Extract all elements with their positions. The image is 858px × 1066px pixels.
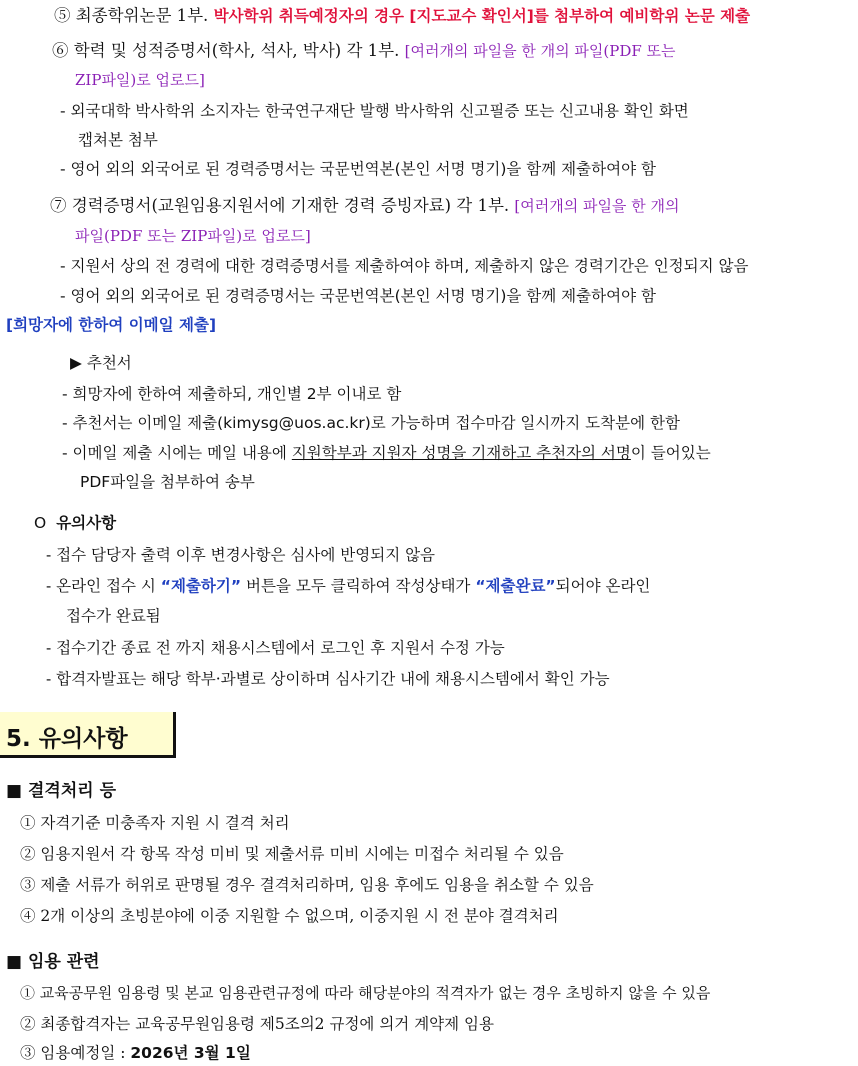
item-5-note: 박사학위 취득예정자의 경우 [지도교수 확인서]를 첨부하여 예비학위 논문 제출 xyxy=(213,7,751,25)
email-detail-3-post: 이 들어있는 xyxy=(630,444,711,462)
item-6-note: [여러개의 파일을 한 개의 파일(PDF 또는 xyxy=(404,42,676,60)
appointment-date-label: ③ 임용예정일 : xyxy=(20,1044,131,1062)
note-3: - 접수기간 종료 전 까지 채용시스템에서 로그인 후 지원서 수정 가능 xyxy=(46,639,505,657)
note-2-submit-label: “제출하기” xyxy=(160,577,242,595)
disqualification-item-4: ④ 2개 이상의 초빙분야에 이중 지원할 수 없으며, 이중지원 시 전 분야 결격처리 xyxy=(20,907,559,925)
note-1: - 접수 담당자 출력 이후 변경사항은 심사에 반영되지 않음 xyxy=(46,546,436,564)
disqualification-item-3: ③ 제출 서류가 허위로 판명될 경우 결격처리하며, 임용 후에도 임용을 취소할 수 있음 xyxy=(20,876,594,894)
email-detail-3 xyxy=(62,444,711,463)
item-7-note: [여러개의 파일을 한 개의 xyxy=(514,197,680,215)
item-7-detail-1: - 지원서 상의 전 경력에 대한 경력증명서를 제출하여야 하며, 제출하지 않은 경력기간은 인정되지 않음 xyxy=(60,257,749,275)
item-6-text: ⑥ 학력 및 성적증명서(학사, 석사, 박사) 각 1부. xyxy=(52,41,400,60)
item-7-line xyxy=(50,196,679,217)
appointment-item-2: ② 최종합격자는 교육공무원임용령 제5조의2 규정에 의거 계약제 임용 xyxy=(20,1015,494,1033)
note-2-complete-label: “제출완료” xyxy=(475,577,556,595)
item-5-text: ⑤ 최종학위논문 1부. xyxy=(54,6,209,25)
section-5-title: 5. 유의사항 xyxy=(6,726,128,752)
notes-heading-line xyxy=(34,514,116,533)
recommendation-bullet: ▶ 추천서 xyxy=(70,354,132,372)
item-6-detail-1-cont: 캡쳐본 첨부 xyxy=(78,131,158,149)
email-detail-3-underlined: 지원학부과 지원자 성명을 기재하고 추천자의 서명 xyxy=(291,444,631,462)
appointment-date-value: 2026년 3월 1일 xyxy=(130,1044,251,1062)
email-detail-3-pre: - 이메일 제출 시에는 메일 내용에 xyxy=(62,444,292,462)
email-detail-3-cont: PDF파일을 첨부하여 송부 xyxy=(80,473,255,491)
disqualification-item-2: ② 임용지원서 각 항목 작성 미비 및 제출서류 미비 시에는 미접수 처리될 수 있음 xyxy=(20,845,564,863)
appointment-heading: ■ 임용 관련 xyxy=(6,952,100,972)
note-2 xyxy=(46,577,650,596)
item-7-detail-2: - 영어 외의 외국어로 된 경력증명서는 국문번역본(본인 서명 명기)을 함께 제출하여야 함 xyxy=(60,287,656,305)
appointment-item-3 xyxy=(20,1044,251,1063)
note-2-mid: 버튼을 모두 클릭하여 작성상태가 xyxy=(241,577,476,595)
disqualification-heading: ■ 결격처리 등 xyxy=(6,781,117,801)
item-7-note-cont: 파일(PDF 또는 ZIP파일)로 업로드] xyxy=(75,227,311,245)
email-detail-2: - 추천서는 이메일 제출(kimysg@uos.ac.kr)로 가능하며 접수마감 일시까지 도착분에 한함 xyxy=(62,414,680,432)
note-2-cont: 접수가 완료됨 xyxy=(66,607,161,625)
item-6-line xyxy=(52,41,676,62)
section-5-banner xyxy=(0,712,176,758)
email-detail-1: - 희망자에 한하여 제출하되, 개인별 2부 이내로 함 xyxy=(62,385,402,403)
note-4: - 합격자발표는 해당 학부·과별로 상이하며 심사기간 내에 채용시스템에서 확인 가능 xyxy=(46,670,610,688)
item-7-text: ⑦ 경력증명서(교원임용지원서에 기재한 경력 증빙자료) 각 1부. xyxy=(50,196,510,215)
item-6-detail-1: - 외국대학 박사학위 소지자는 한국연구재단 발행 박사학위 신고필증 또는 신고내용 확인 화면 xyxy=(60,102,689,120)
item-6-note-cont: ZIP파일)로 업로드] xyxy=(75,71,205,89)
email-section-heading: [희망자에 한하여 이메일 제출] xyxy=(6,316,217,334)
notes-heading: 유의사항 xyxy=(56,514,117,532)
note-2-post: 되어야 온라인 xyxy=(555,577,651,595)
item-5-line xyxy=(54,6,750,27)
note-2-pre: - 온라인 접수 시 xyxy=(46,577,161,595)
item-6-detail-2: - 영어 외의 외국어로 된 경력증명서는 국문번역본(본인 서명 명기)을 함께 제출하여야 함 xyxy=(60,160,656,178)
disqualification-item-1: ① 자격기준 미충족자 지원 시 결격 처리 xyxy=(20,814,290,832)
circle-marker-icon: O xyxy=(34,514,47,532)
appointment-item-1: ① 교육공무원 임용령 및 본교 임용관련규정에 따라 해당분야의 적격자가 없는 경우 초빙하지 않을 수 있음 xyxy=(20,984,711,1002)
